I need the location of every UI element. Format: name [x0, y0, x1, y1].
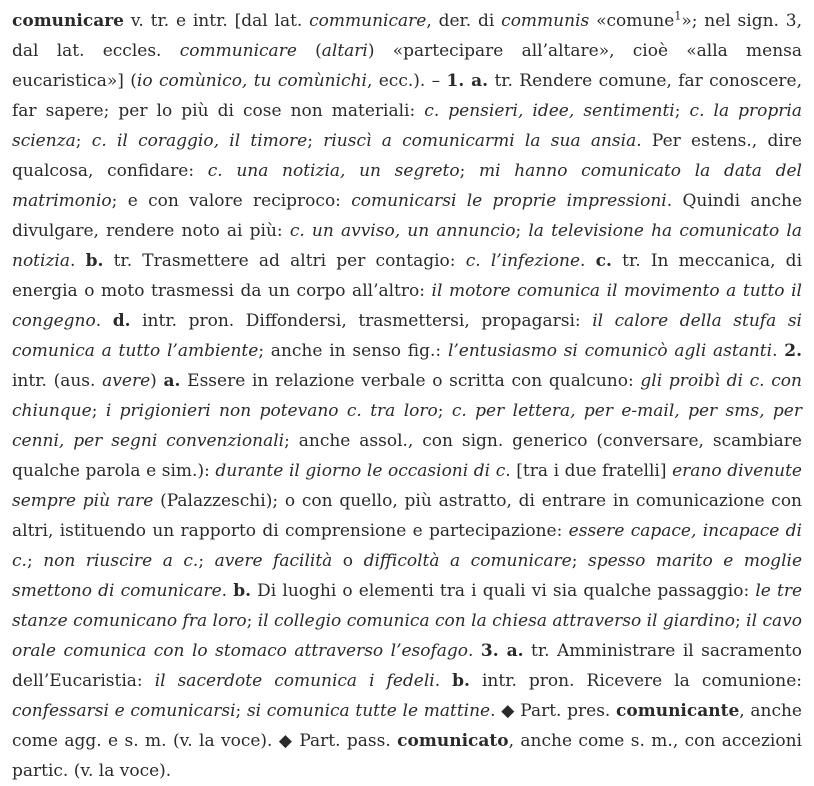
- entry-example-text: erano divenute sempre più rare: [12, 461, 802, 511]
- entry-text: .: [580, 251, 596, 271]
- entry-text: intr. pron. Diffondersi, trasmettersi, propagarsi:: [130, 311, 593, 331]
- entry-text: »; nel sign. 3, dal lat. eccles.: [12, 11, 803, 61]
- entry-text: . ◆ Part. pres.: [490, 701, 617, 721]
- entry-example-text: c. per lettera, per e-mail, per sms, per cenni, per segni convenzionali: [12, 401, 802, 451]
- entry-text: intr. (aus.: [12, 371, 103, 391]
- entry-text: . Per estens., dire qualcosa, confidare:: [12, 131, 802, 181]
- entry-bold-text: comunicato: [397, 731, 509, 751]
- entry-example-text: c. un avviso, un annuncio: [289, 221, 516, 241]
- entry-bold-text: comunicante: [616, 701, 740, 721]
- entry-text: ;: [735, 611, 747, 631]
- entry-example-text: c. il coraggio, il timore: [91, 131, 308, 151]
- entry-text: .: [772, 341, 785, 361]
- entry-example-text: communicare: [179, 41, 297, 61]
- entry-text: (Palazzeschi); o con quello, più astratto, di entrare in comunicazione con altri, istituendo un rapporto di comprensione e partecipazione:: [12, 491, 803, 541]
- entry-text: ;: [26, 551, 44, 571]
- entry-example-text: mi hanno comunicato la data del matrimonio: [12, 161, 802, 211]
- entry-example-text: c. una notizia, un segreto: [207, 161, 460, 181]
- entry-text: tr. Trasmettere ad altri per contagio:: [103, 251, 466, 271]
- entry-example-text: i prigionieri non potevano c. tra loro: [105, 401, 438, 421]
- entry-example-text: spesso marito e moglie smettono di comunicare: [12, 551, 803, 601]
- entry-text: ; anche assol., con sign. generico (conversare, scambiare qualche parola e sim.):: [12, 431, 802, 481]
- entry-example-text: le tre stanze comunicano fra loro: [12, 581, 803, 631]
- entry-text: ;: [515, 221, 529, 241]
- entry-example-text: altari: [321, 41, 368, 61]
- entry-text: ; e con valore reciproco:: [111, 191, 352, 211]
- entry-bold-text: 3. a.: [480, 641, 524, 661]
- entry-bold-text: b.: [452, 671, 470, 691]
- entry-example-text: si comunica tutte le mattine: [246, 701, 491, 721]
- entry-example-text: difficoltà a comunicare: [363, 551, 572, 571]
- entry-example-text: il cavo orale comunica con lo stomaco attraverso l’esofago: [12, 611, 802, 661]
- entry-text: [tra i due fratelli]: [510, 461, 673, 481]
- entry-text: , anche come agg. e s. m. (v. la voce). ◆ Part. pass.: [12, 701, 802, 751]
- entry-bold-text: c.: [595, 251, 612, 271]
- entry-text: tr. Rendere comune, far conoscere, far sapere; per lo più di cose non materiali:: [12, 71, 802, 121]
- entry-example-text: avere facilità: [214, 551, 333, 571]
- entry-example-text: il motore comunica il movimento a tutto il congegno: [12, 281, 802, 331]
- entry-text: ;: [91, 401, 106, 421]
- entry-text: . Quindi anche divulgare, rendere noto ai più:: [12, 191, 803, 241]
- entry-example-text: l’entusiasmo si comunicò agli astanti: [447, 341, 773, 361]
- entry-example-text: durante il giorno le occasioni di c.: [215, 461, 511, 481]
- entry-text: .: [69, 251, 86, 271]
- entry-text: .: [95, 311, 113, 331]
- entry-text: , anche come s. m., con accezioni partic. (v. la voce).: [12, 731, 802, 781]
- entry-text: ;: [246, 611, 258, 631]
- entry-text: Di luoghi o elementi tra i quali vi sia qualche passaggio:: [251, 581, 756, 601]
- entry-text: v. tr. e intr. [dal lat.: [124, 11, 310, 31]
- entry-example-text: riuscì a comunicarmi la sua ansia: [323, 131, 637, 151]
- entry-text: , der. di: [426, 11, 502, 31]
- entry-example-text: comunicarsi le proprie impressioni: [351, 191, 667, 211]
- entry-example-text: c. pensieri, idee, sentimenti: [424, 101, 675, 121]
- entry-text: ) «partecipare all’altare», cioè «alla mensa eucaristica»] (: [12, 41, 803, 91]
- entry-example-text: il collegio comunica con la chiesa attraverso il giardino: [257, 611, 736, 631]
- entry-example-text: la televisione ha comunicato la notizia: [12, 221, 802, 271]
- entry-text: tr. In meccanica, di energia o moto trasmessi da un corpo all’altro:: [12, 251, 803, 301]
- entry-bold-text: b.: [233, 581, 252, 601]
- entry-text: ;: [571, 551, 588, 571]
- entry-text: intr. pron. Ricevere la comunione:: [469, 671, 802, 691]
- entry-example-text: c. l’infezione: [465, 251, 581, 271]
- entry-text: «comune: [589, 11, 675, 31]
- entry-headword: comunicare: [12, 11, 124, 31]
- entry-text: ;: [198, 551, 215, 571]
- entry-bold-text: d.: [112, 311, 131, 331]
- entry-example-text: il calore della stufa si comunica a tutto l’ambiente: [12, 311, 802, 361]
- entry-text: tr. Amministrare il sacramento dell’Eucaristia:: [12, 641, 802, 691]
- entry-example-text: gli proibì di c. con chiunque: [12, 371, 802, 421]
- entry-bold-text: 2.: [784, 341, 802, 361]
- entry-text: .: [221, 581, 234, 601]
- entry-text: .: [468, 641, 481, 661]
- entry-example-text: non riuscire a c.: [43, 551, 199, 571]
- entry-text: ; anche in senso fig.:: [258, 341, 448, 361]
- entry-text: ;: [459, 161, 479, 181]
- entry-text: ;: [307, 131, 324, 151]
- entry-example-text: c. la propria scienza: [12, 101, 802, 151]
- entry-text: .: [434, 671, 453, 691]
- entry-text: o: [332, 551, 364, 571]
- entry-text: ;: [235, 701, 247, 721]
- entry-example-text: avere: [102, 371, 151, 391]
- entry-text: , ecc.). –: [366, 71, 447, 91]
- entry-bold-text: 1. a.: [446, 71, 489, 91]
- entry-bold-text: a.: [163, 371, 181, 391]
- entry-text: ;: [674, 101, 690, 121]
- entry-example-text: confessarsi e comunicarsi: [12, 701, 236, 721]
- entry-text: Essere in relazione verbale o scritta con qualcuno:: [180, 371, 641, 391]
- entry-text: ;: [437, 401, 452, 421]
- entry-superscript: 1: [674, 9, 682, 23]
- entry-example-text: io comùnico, tu comùnichi: [136, 71, 367, 91]
- entry-bold-text: b.: [85, 251, 104, 271]
- entry-example-text: il sacerdote comunica i fedeli: [154, 671, 435, 691]
- entry-example-text: communis: [501, 11, 590, 31]
- entry-text: ;: [75, 131, 92, 151]
- entry-text: ): [150, 371, 164, 391]
- entry-example-text: communicare: [309, 11, 427, 31]
- entry-text: (: [296, 41, 322, 61]
- entry-example-text: essere capace, incapace di c.: [12, 521, 802, 571]
